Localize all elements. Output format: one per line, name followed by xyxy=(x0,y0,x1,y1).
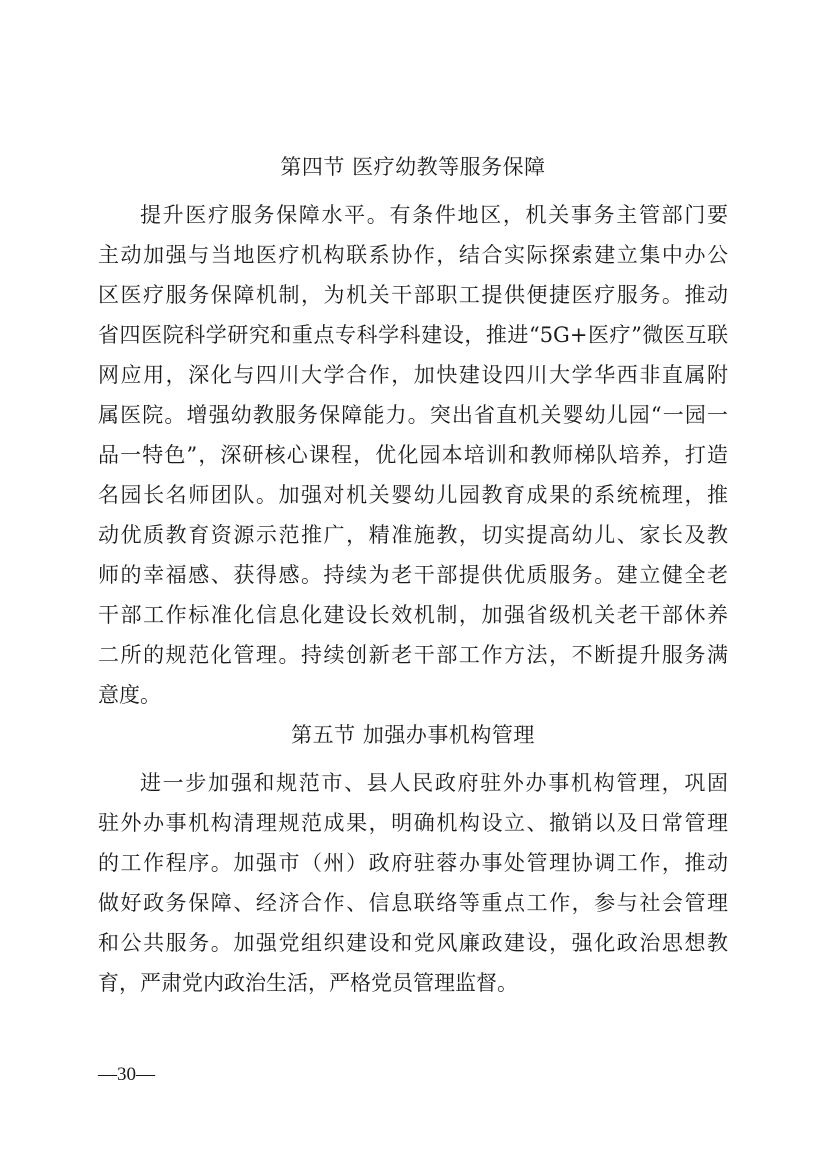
paragraph-line: 进一步加强和规范市、县人民政府驻外办事机构管理，巩固 xyxy=(140,771,728,795)
page-number: —30— xyxy=(98,1064,155,1085)
paragraph-line: 和公共服务。加强党组织建设和党风廉政建设，强化政治思想教 xyxy=(98,931,728,955)
paragraph-line: 做好政务保障、经济合作、信息联络等重点工作，参与社会管理 xyxy=(98,891,728,915)
section-5-title: 第五节 加强办事机构管理 xyxy=(291,723,535,747)
paragraph-line: 干部工作标准化信息化建设长效机制，加强省级机关老干部休养 xyxy=(98,603,728,627)
paragraph-line: 意度。 xyxy=(98,683,161,707)
paragraph-line: 的工作程序。加强市（州）政府驻蓉办事处管理协调工作，推动 xyxy=(98,851,728,875)
paragraph-line: 名园长名师团队。加强对机关婴幼儿园教育成果的系统梳理，推 xyxy=(98,483,728,507)
paragraph-line: 驻外办事机构清理规范成果，明确机构设立、撤销以及日常管理 xyxy=(98,811,728,835)
paragraph-line: 区医疗服务保障机制，为机关干部职工提供便捷医疗服务。推动 xyxy=(98,283,728,307)
paragraph-line: 提升医疗服务保障水平。有条件地区，机关事务主管部门要 xyxy=(140,203,728,227)
paragraph-line: 属医院。增强幼教服务保障能力。突出省直机关婴幼儿园“一园一 xyxy=(98,403,728,427)
paragraph-line: 网应用，深化与四川大学合作，加快建设四川大学华西非直属附 xyxy=(98,363,728,387)
paragraph-line: 师的幸福感、获得感。持续为老干部提供优质服务。建立健全老 xyxy=(98,563,728,587)
paragraph-line: 主动加强与当地医疗机构联系协作，结合实际探索建立集中办公 xyxy=(98,243,728,267)
paragraph-line: 动优质教育资源示范推广，精准施教，切实提高幼儿、家长及教 xyxy=(98,523,728,547)
paragraph-line: 品一特色”，深研核心课程，优化园本培训和教师梯队培养，打造 xyxy=(98,443,728,467)
paragraph-line: 育，严肃党内政治生活，严格党员管理监督。 xyxy=(98,971,518,995)
paragraph-line: 省四医院科学研究和重点专科学科建设，推进“5G+医疗”微医互联 xyxy=(98,323,728,347)
section-4-title: 第四节 医疗幼教等服务保障 xyxy=(280,155,546,179)
paragraph-line: 二所的规范化管理。持续创新老干部工作方法，不断提升服务满 xyxy=(98,643,728,667)
